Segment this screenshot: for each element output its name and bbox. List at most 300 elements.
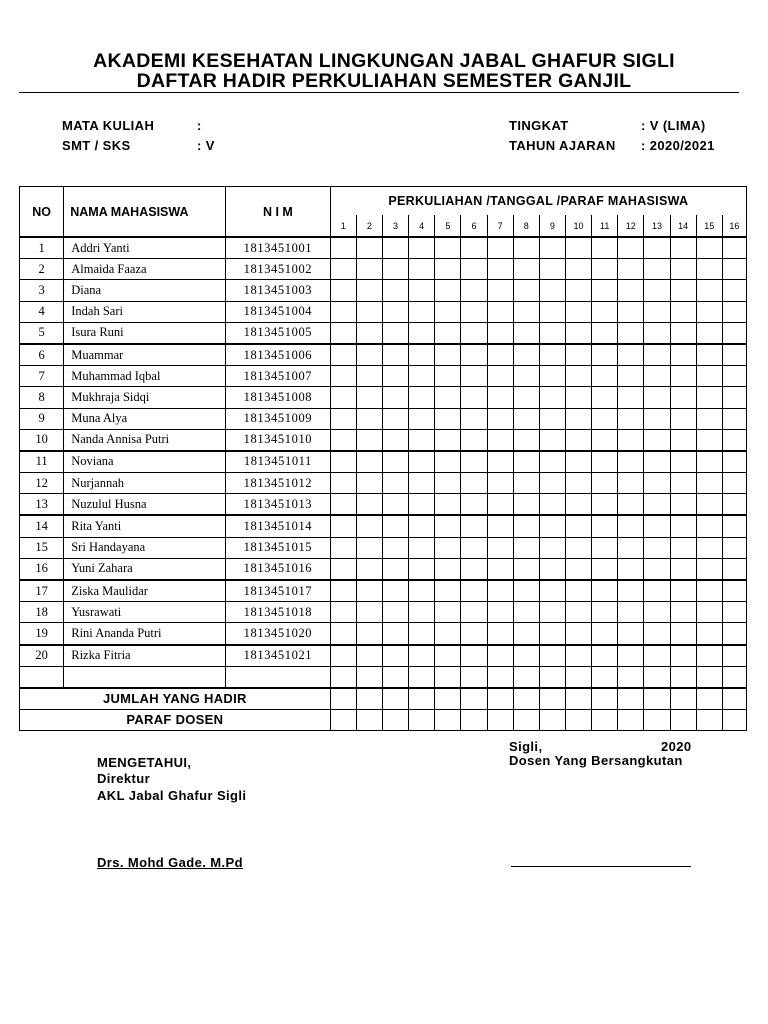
attendance-cell[interactable]	[330, 301, 356, 322]
attendance-cell[interactable]	[356, 666, 382, 688]
attendance-cell[interactable]	[592, 515, 618, 537]
attendance-cell[interactable]	[513, 237, 539, 259]
attendance-cell[interactable]	[461, 558, 487, 580]
attendance-cell[interactable]	[461, 451, 487, 473]
attendance-cell[interactable]	[670, 558, 696, 580]
attendance-cell[interactable]	[435, 301, 461, 322]
attendance-cell[interactable]	[356, 515, 382, 537]
attendance-cell[interactable]	[382, 237, 408, 259]
attendance-cell[interactable]	[330, 580, 356, 602]
attendance-cell[interactable]	[330, 451, 356, 473]
attendance-cell[interactable]	[539, 515, 565, 537]
attendance-cell[interactable]	[565, 237, 591, 259]
attendance-cell[interactable]	[435, 515, 461, 537]
attendance-cell[interactable]	[539, 494, 565, 516]
attendance-cell[interactable]	[382, 623, 408, 645]
attendance-cell[interactable]	[487, 301, 513, 322]
attendance-cell[interactable]	[409, 237, 435, 259]
attendance-cell[interactable]	[409, 366, 435, 387]
attendance-cell[interactable]	[644, 237, 670, 259]
attendance-cell[interactable]	[513, 429, 539, 451]
attendance-cell[interactable]	[435, 645, 461, 667]
attendance-cell[interactable]	[539, 602, 565, 623]
jumlah-hadir-cell[interactable]	[670, 688, 696, 710]
attendance-cell[interactable]	[539, 366, 565, 387]
attendance-cell[interactable]	[722, 366, 746, 387]
attendance-cell[interactable]	[618, 645, 644, 667]
attendance-cell[interactable]	[670, 580, 696, 602]
attendance-cell[interactable]	[696, 259, 722, 280]
attendance-cell[interactable]	[565, 408, 591, 429]
attendance-cell[interactable]	[461, 473, 487, 494]
attendance-cell[interactable]	[461, 580, 487, 602]
attendance-cell[interactable]	[382, 301, 408, 322]
attendance-cell[interactable]	[696, 537, 722, 558]
jumlah-hadir-cell[interactable]	[382, 688, 408, 710]
attendance-cell[interactable]	[696, 280, 722, 301]
attendance-cell[interactable]	[592, 344, 618, 366]
attendance-cell[interactable]	[696, 494, 722, 516]
attendance-cell[interactable]	[644, 344, 670, 366]
attendance-cell[interactable]	[461, 344, 487, 366]
attendance-cell[interactable]	[539, 473, 565, 494]
attendance-cell[interactable]	[513, 623, 539, 645]
paraf-dosen-cell[interactable]	[722, 709, 746, 730]
attendance-cell[interactable]	[513, 366, 539, 387]
attendance-cell[interactable]	[592, 387, 618, 408]
attendance-cell[interactable]	[330, 494, 356, 516]
attendance-cell[interactable]	[618, 366, 644, 387]
attendance-cell[interactable]	[670, 322, 696, 344]
attendance-cell[interactable]	[696, 301, 722, 322]
attendance-cell[interactable]	[487, 344, 513, 366]
attendance-cell[interactable]	[487, 515, 513, 537]
attendance-cell[interactable]	[670, 387, 696, 408]
attendance-cell[interactable]	[696, 451, 722, 473]
attendance-cell[interactable]	[644, 259, 670, 280]
attendance-cell[interactable]	[435, 473, 461, 494]
attendance-cell[interactable]	[696, 558, 722, 580]
attendance-cell[interactable]	[382, 666, 408, 688]
attendance-cell[interactable]	[330, 623, 356, 645]
attendance-cell[interactable]	[409, 259, 435, 280]
attendance-cell[interactable]	[409, 645, 435, 667]
attendance-cell[interactable]	[722, 623, 746, 645]
attendance-cell[interactable]	[513, 515, 539, 537]
attendance-cell[interactable]	[592, 322, 618, 344]
attendance-cell[interactable]	[722, 645, 746, 667]
attendance-cell[interactable]	[722, 259, 746, 280]
attendance-cell[interactable]	[356, 344, 382, 366]
paraf-dosen-cell[interactable]	[487, 709, 513, 730]
attendance-cell[interactable]	[644, 301, 670, 322]
jumlah-hadir-cell[interactable]	[409, 688, 435, 710]
attendance-cell[interactable]	[722, 429, 746, 451]
attendance-cell[interactable]	[670, 623, 696, 645]
attendance-cell[interactable]	[487, 259, 513, 280]
attendance-cell[interactable]	[696, 473, 722, 494]
attendance-cell[interactable]	[722, 280, 746, 301]
attendance-cell[interactable]	[722, 473, 746, 494]
attendance-cell[interactable]	[513, 322, 539, 344]
attendance-cell[interactable]	[618, 280, 644, 301]
attendance-cell[interactable]	[435, 237, 461, 259]
attendance-cell[interactable]	[644, 429, 670, 451]
jumlah-hadir-cell[interactable]	[592, 688, 618, 710]
attendance-cell[interactable]	[356, 280, 382, 301]
paraf-dosen-cell[interactable]	[670, 709, 696, 730]
attendance-cell[interactable]	[644, 580, 670, 602]
attendance-cell[interactable]	[382, 322, 408, 344]
attendance-cell[interactable]	[670, 473, 696, 494]
attendance-cell[interactable]	[644, 515, 670, 537]
attendance-cell[interactable]	[356, 558, 382, 580]
attendance-cell[interactable]	[461, 623, 487, 645]
paraf-dosen-cell[interactable]	[461, 709, 487, 730]
attendance-cell[interactable]	[565, 558, 591, 580]
attendance-cell[interactable]	[644, 537, 670, 558]
attendance-cell[interactable]	[409, 387, 435, 408]
attendance-cell[interactable]	[696, 623, 722, 645]
attendance-cell[interactable]	[330, 429, 356, 451]
attendance-cell[interactable]	[513, 408, 539, 429]
attendance-cell[interactable]	[618, 623, 644, 645]
attendance-cell[interactable]	[435, 666, 461, 688]
attendance-cell[interactable]	[565, 429, 591, 451]
attendance-cell[interactable]	[382, 580, 408, 602]
attendance-cell[interactable]	[356, 451, 382, 473]
attendance-cell[interactable]	[487, 322, 513, 344]
attendance-cell[interactable]	[487, 387, 513, 408]
attendance-cell[interactable]	[487, 366, 513, 387]
attendance-cell[interactable]	[618, 558, 644, 580]
jumlah-hadir-cell[interactable]	[461, 688, 487, 710]
attendance-cell[interactable]	[461, 301, 487, 322]
attendance-cell[interactable]	[330, 259, 356, 280]
attendance-cell[interactable]	[696, 237, 722, 259]
attendance-cell[interactable]	[618, 387, 644, 408]
attendance-cell[interactable]	[356, 602, 382, 623]
attendance-cell[interactable]	[722, 602, 746, 623]
attendance-cell[interactable]	[435, 366, 461, 387]
attendance-cell[interactable]	[435, 322, 461, 344]
attendance-cell[interactable]	[513, 344, 539, 366]
attendance-cell[interactable]	[670, 366, 696, 387]
attendance-cell[interactable]	[409, 451, 435, 473]
jumlah-hadir-cell[interactable]	[618, 688, 644, 710]
attendance-cell[interactable]	[435, 280, 461, 301]
attendance-cell[interactable]	[539, 645, 565, 667]
attendance-cell[interactable]	[644, 387, 670, 408]
attendance-cell[interactable]	[618, 494, 644, 516]
attendance-cell[interactable]	[696, 408, 722, 429]
attendance-cell[interactable]	[435, 623, 461, 645]
paraf-dosen-cell[interactable]	[592, 709, 618, 730]
attendance-cell[interactable]	[592, 429, 618, 451]
attendance-cell[interactable]	[592, 301, 618, 322]
attendance-cell[interactable]	[722, 558, 746, 580]
attendance-cell[interactable]	[644, 408, 670, 429]
attendance-cell[interactable]	[487, 537, 513, 558]
attendance-cell[interactable]	[592, 237, 618, 259]
paraf-dosen-cell[interactable]	[539, 709, 565, 730]
attendance-cell[interactable]	[644, 645, 670, 667]
attendance-cell[interactable]	[330, 515, 356, 537]
attendance-cell[interactable]	[592, 259, 618, 280]
attendance-cell[interactable]	[382, 515, 408, 537]
attendance-cell[interactable]	[565, 366, 591, 387]
attendance-cell[interactable]	[565, 494, 591, 516]
attendance-cell[interactable]	[409, 558, 435, 580]
attendance-cell[interactable]	[565, 666, 591, 688]
attendance-cell[interactable]	[722, 344, 746, 366]
attendance-cell[interactable]	[565, 645, 591, 667]
attendance-cell[interactable]	[670, 344, 696, 366]
attendance-cell[interactable]	[409, 494, 435, 516]
attendance-cell[interactable]	[565, 344, 591, 366]
attendance-cell[interactable]	[539, 666, 565, 688]
attendance-cell[interactable]	[461, 280, 487, 301]
attendance-cell[interactable]	[618, 259, 644, 280]
attendance-cell[interactable]	[565, 537, 591, 558]
attendance-cell[interactable]	[618, 451, 644, 473]
paraf-dosen-cell[interactable]	[382, 709, 408, 730]
attendance-cell[interactable]	[382, 473, 408, 494]
attendance-cell[interactable]	[670, 451, 696, 473]
attendance-cell[interactable]	[592, 366, 618, 387]
attendance-cell[interactable]	[356, 580, 382, 602]
attendance-cell[interactable]	[330, 387, 356, 408]
attendance-cell[interactable]	[356, 537, 382, 558]
attendance-cell[interactable]	[409, 666, 435, 688]
attendance-cell[interactable]	[565, 473, 591, 494]
attendance-cell[interactable]	[644, 623, 670, 645]
paraf-dosen-cell[interactable]	[356, 709, 382, 730]
attendance-cell[interactable]	[435, 558, 461, 580]
attendance-cell[interactable]	[539, 451, 565, 473]
attendance-cell[interactable]	[618, 580, 644, 602]
attendance-cell[interactable]	[461, 322, 487, 344]
attendance-cell[interactable]	[435, 494, 461, 516]
attendance-cell[interactable]	[644, 558, 670, 580]
attendance-cell[interactable]	[487, 237, 513, 259]
attendance-cell[interactable]	[409, 280, 435, 301]
attendance-cell[interactable]	[409, 344, 435, 366]
attendance-cell[interactable]	[356, 623, 382, 645]
attendance-cell[interactable]	[435, 429, 461, 451]
attendance-cell[interactable]	[539, 237, 565, 259]
paraf-dosen-cell[interactable]	[330, 709, 356, 730]
attendance-cell[interactable]	[461, 494, 487, 516]
attendance-cell[interactable]	[356, 322, 382, 344]
attendance-cell[interactable]	[644, 494, 670, 516]
attendance-cell[interactable]	[670, 429, 696, 451]
attendance-cell[interactable]	[618, 301, 644, 322]
attendance-cell[interactable]	[487, 623, 513, 645]
attendance-cell[interactable]	[670, 537, 696, 558]
attendance-cell[interactable]	[330, 558, 356, 580]
attendance-cell[interactable]	[382, 537, 408, 558]
attendance-cell[interactable]	[513, 666, 539, 688]
attendance-cell[interactable]	[356, 366, 382, 387]
attendance-cell[interactable]	[670, 645, 696, 667]
attendance-cell[interactable]	[696, 366, 722, 387]
attendance-cell[interactable]	[644, 602, 670, 623]
jumlah-hadir-cell[interactable]	[539, 688, 565, 710]
attendance-cell[interactable]	[513, 387, 539, 408]
attendance-cell[interactable]	[356, 408, 382, 429]
attendance-cell[interactable]	[722, 666, 746, 688]
attendance-cell[interactable]	[618, 537, 644, 558]
attendance-cell[interactable]	[382, 366, 408, 387]
attendance-cell[interactable]	[330, 537, 356, 558]
attendance-cell[interactable]	[592, 280, 618, 301]
attendance-cell[interactable]	[722, 322, 746, 344]
attendance-cell[interactable]	[409, 537, 435, 558]
attendance-cell[interactable]	[513, 558, 539, 580]
attendance-cell[interactable]	[461, 666, 487, 688]
attendance-cell[interactable]	[409, 408, 435, 429]
attendance-cell[interactable]	[461, 645, 487, 667]
attendance-cell[interactable]	[644, 366, 670, 387]
attendance-cell[interactable]	[696, 580, 722, 602]
attendance-cell[interactable]	[487, 645, 513, 667]
attendance-cell[interactable]	[356, 645, 382, 667]
jumlah-hadir-cell[interactable]	[722, 688, 746, 710]
attendance-cell[interactable]	[356, 259, 382, 280]
attendance-cell[interactable]	[356, 473, 382, 494]
jumlah-hadir-cell[interactable]	[330, 688, 356, 710]
attendance-cell[interactable]	[330, 366, 356, 387]
attendance-cell[interactable]	[382, 429, 408, 451]
attendance-cell[interactable]	[565, 322, 591, 344]
attendance-cell[interactable]	[565, 387, 591, 408]
attendance-cell[interactable]	[592, 451, 618, 473]
attendance-cell[interactable]	[409, 515, 435, 537]
attendance-cell[interactable]	[618, 322, 644, 344]
attendance-cell[interactable]	[409, 580, 435, 602]
attendance-cell[interactable]	[487, 280, 513, 301]
attendance-cell[interactable]	[461, 408, 487, 429]
attendance-cell[interactable]	[382, 280, 408, 301]
attendance-cell[interactable]	[592, 494, 618, 516]
paraf-dosen-cell[interactable]	[618, 709, 644, 730]
attendance-cell[interactable]	[513, 602, 539, 623]
paraf-dosen-cell[interactable]	[513, 709, 539, 730]
attendance-cell[interactable]	[722, 580, 746, 602]
attendance-cell[interactable]	[696, 322, 722, 344]
attendance-cell[interactable]	[644, 451, 670, 473]
attendance-cell[interactable]	[565, 451, 591, 473]
attendance-cell[interactable]	[722, 494, 746, 516]
attendance-cell[interactable]	[409, 322, 435, 344]
attendance-cell[interactable]	[644, 666, 670, 688]
attendance-cell[interactable]	[539, 301, 565, 322]
attendance-cell[interactable]	[670, 602, 696, 623]
attendance-cell[interactable]	[696, 602, 722, 623]
jumlah-hadir-cell[interactable]	[644, 688, 670, 710]
attendance-cell[interactable]	[592, 537, 618, 558]
attendance-cell[interactable]	[487, 451, 513, 473]
attendance-cell[interactable]	[330, 322, 356, 344]
attendance-cell[interactable]	[722, 537, 746, 558]
attendance-cell[interactable]	[461, 387, 487, 408]
attendance-cell[interactable]	[409, 623, 435, 645]
attendance-cell[interactable]	[382, 558, 408, 580]
attendance-cell[interactable]	[330, 473, 356, 494]
jumlah-hadir-cell[interactable]	[435, 688, 461, 710]
attendance-cell[interactable]	[513, 580, 539, 602]
attendance-cell[interactable]	[722, 237, 746, 259]
attendance-cell[interactable]	[696, 387, 722, 408]
attendance-cell[interactable]	[487, 408, 513, 429]
attendance-cell[interactable]	[382, 602, 408, 623]
attendance-cell[interactable]	[330, 344, 356, 366]
attendance-cell[interactable]	[487, 429, 513, 451]
attendance-cell[interactable]	[382, 408, 408, 429]
attendance-cell[interactable]	[565, 301, 591, 322]
attendance-cell[interactable]	[356, 301, 382, 322]
jumlah-hadir-cell[interactable]	[565, 688, 591, 710]
attendance-cell[interactable]	[565, 602, 591, 623]
jumlah-hadir-cell[interactable]	[487, 688, 513, 710]
attendance-cell[interactable]	[539, 408, 565, 429]
attendance-cell[interactable]	[539, 280, 565, 301]
attendance-cell[interactable]	[618, 515, 644, 537]
attendance-cell[interactable]	[644, 280, 670, 301]
jumlah-hadir-cell[interactable]	[513, 688, 539, 710]
attendance-cell[interactable]	[592, 408, 618, 429]
attendance-cell[interactable]	[461, 237, 487, 259]
attendance-cell[interactable]	[435, 451, 461, 473]
attendance-cell[interactable]	[330, 408, 356, 429]
attendance-cell[interactable]	[382, 494, 408, 516]
paraf-dosen-cell[interactable]	[696, 709, 722, 730]
attendance-cell[interactable]	[670, 259, 696, 280]
attendance-cell[interactable]	[696, 429, 722, 451]
attendance-cell[interactable]	[513, 280, 539, 301]
attendance-cell[interactable]	[461, 537, 487, 558]
attendance-cell[interactable]	[513, 537, 539, 558]
attendance-cell[interactable]	[487, 602, 513, 623]
paraf-dosen-cell[interactable]	[565, 709, 591, 730]
attendance-cell[interactable]	[565, 623, 591, 645]
attendance-cell[interactable]	[565, 259, 591, 280]
jumlah-hadir-cell[interactable]	[356, 688, 382, 710]
attendance-cell[interactable]	[435, 387, 461, 408]
attendance-cell[interactable]	[513, 451, 539, 473]
attendance-cell[interactable]	[722, 387, 746, 408]
attendance-cell[interactable]	[435, 259, 461, 280]
attendance-cell[interactable]	[618, 237, 644, 259]
attendance-cell[interactable]	[435, 602, 461, 623]
attendance-cell[interactable]	[513, 259, 539, 280]
attendance-cell[interactable]	[565, 280, 591, 301]
attendance-cell[interactable]	[539, 537, 565, 558]
attendance-cell[interactable]	[330, 666, 356, 688]
attendance-cell[interactable]	[670, 280, 696, 301]
attendance-cell[interactable]	[513, 494, 539, 516]
attendance-cell[interactable]	[487, 666, 513, 688]
attendance-cell[interactable]	[409, 301, 435, 322]
attendance-cell[interactable]	[670, 494, 696, 516]
attendance-cell[interactable]	[696, 666, 722, 688]
attendance-cell[interactable]	[539, 623, 565, 645]
attendance-cell[interactable]	[696, 515, 722, 537]
attendance-cell[interactable]	[382, 387, 408, 408]
attendance-cell[interactable]	[356, 387, 382, 408]
attendance-cell[interactable]	[409, 473, 435, 494]
